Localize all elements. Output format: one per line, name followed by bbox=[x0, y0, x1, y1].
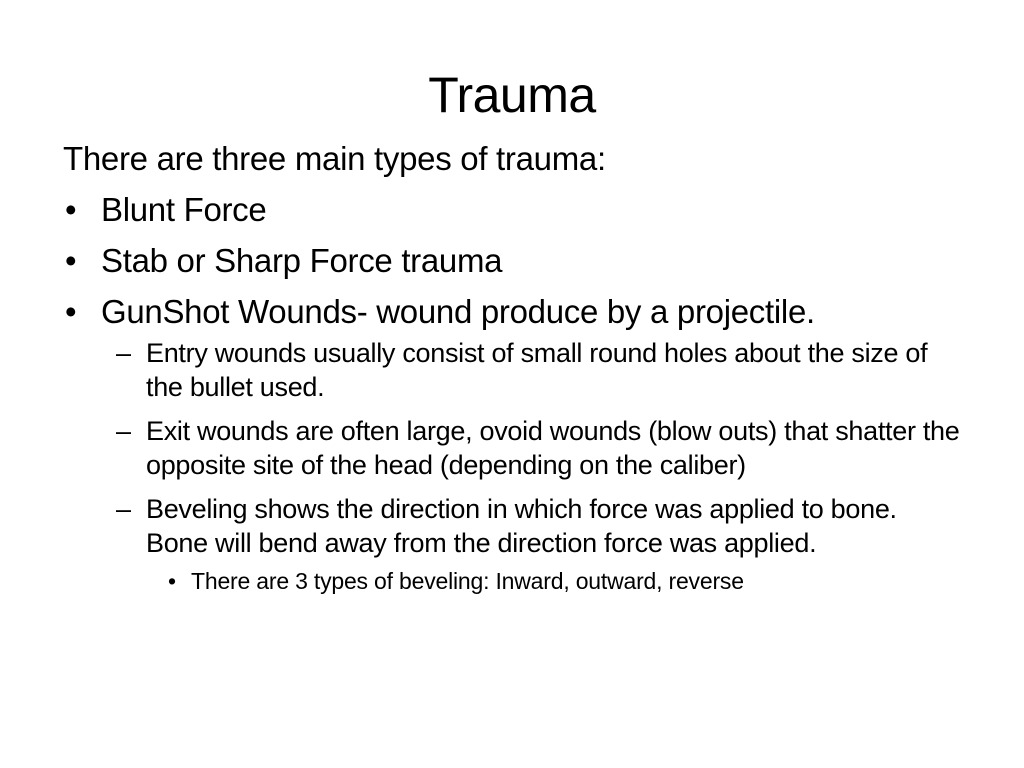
sub-list-item-text: Entry wounds usually consist of small round holes about the size of the bullet used. bbox=[146, 338, 928, 402]
dash-icon: – bbox=[116, 494, 131, 524]
bullet-icon: • bbox=[65, 293, 77, 330]
sub-list bbox=[101, 336, 963, 596]
bullet-icon: • bbox=[65, 191, 77, 228]
list-item-text: Blunt Force bbox=[101, 191, 267, 228]
sub-list-item-text: Exit wounds are often large, ovoid wounds (blow outs) that shatter the opposite site of the head (depending on the caliber) bbox=[146, 416, 960, 480]
dash-icon: – bbox=[116, 416, 131, 446]
list-item bbox=[63, 241, 963, 281]
bullet-icon: • bbox=[168, 568, 176, 594]
slide-title: Trauma bbox=[428, 67, 596, 123]
list-item bbox=[63, 190, 963, 230]
sub-sub-list-item bbox=[146, 566, 963, 596]
list-item-text: Stab or Sharp Force trauma bbox=[101, 242, 503, 279]
bullet-icon: • bbox=[65, 242, 77, 279]
list-item-text: GunShot Wounds- wound produce by a projectile. bbox=[101, 293, 815, 330]
sub-list-item bbox=[101, 336, 963, 404]
sub-list-item-text: Beveling shows the direction in which force was applied to bone. Bone will bend away from the direction force was applied. bbox=[146, 494, 912, 558]
sub-list-item bbox=[101, 414, 963, 482]
list-item bbox=[63, 292, 963, 596]
bullet-list bbox=[63, 190, 963, 607]
dash-icon: – bbox=[116, 338, 131, 368]
sub-sub-list bbox=[146, 566, 963, 596]
sub-sub-list-item-text: There are 3 types of beveling: Inward, outward, reverse bbox=[191, 568, 744, 594]
intro-text: There are three main types of trauma: bbox=[63, 140, 606, 177]
sub-list-item bbox=[101, 492, 963, 596]
